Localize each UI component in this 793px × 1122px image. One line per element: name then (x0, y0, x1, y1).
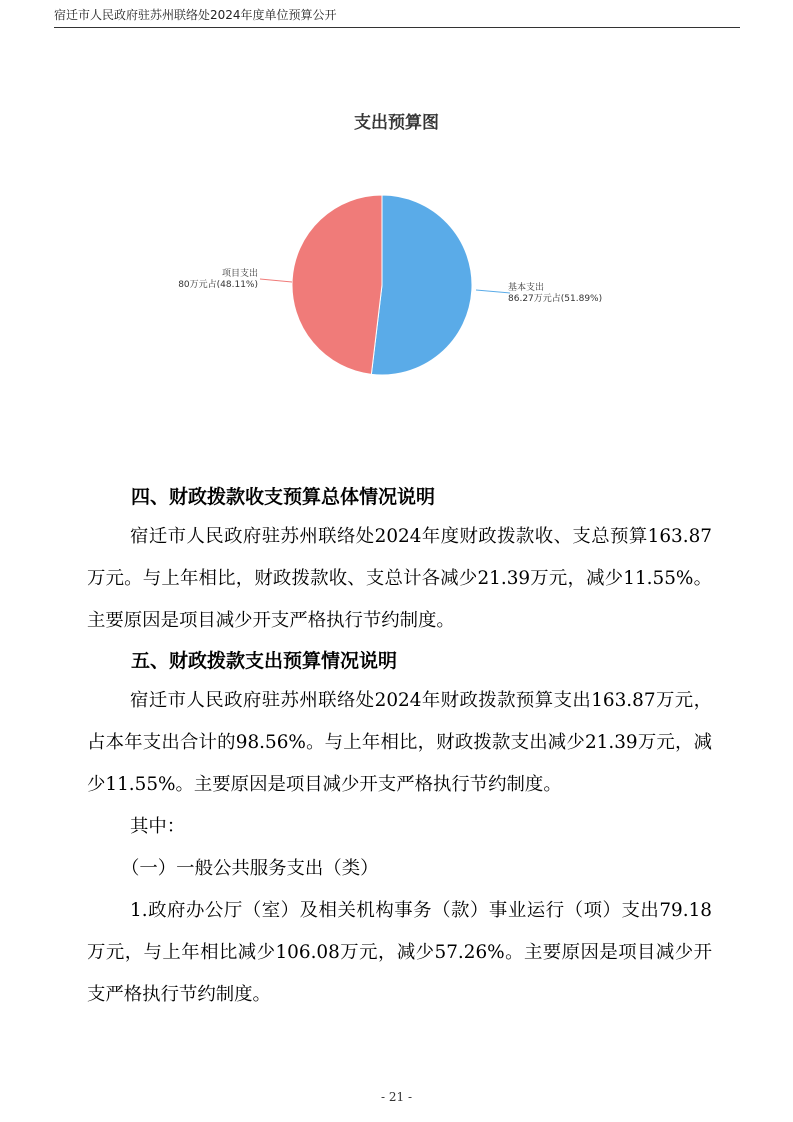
chart-title: 支出预算图 (354, 113, 439, 133)
label-leader-line (476, 290, 510, 293)
item1-paragraph: 1.政府办公厅（室）及相关机构事务（款）事业运行（项）支出79.18万元，与上年相比减少106.08万元，减少57.26%。主要原因是项目减少开支严格执行节约制度。 (87, 900, 712, 1005)
label-leader-line (260, 279, 292, 282)
page-number: - 21 - (380, 1090, 412, 1104)
category-heading: （一）一般公共服务支出（类） (121, 858, 379, 879)
section4-paragraph: 宿迁市人民政府驻苏州联络处2024年度财政拨款收、支总预算163.87万元。与上年相比，财政拨款收、支总计各减少21.39万元，减少11.55%。主要原因是项目减少开支严格执行节约制度。 (87, 526, 712, 631)
slice-name-label: 项目支出 (221, 269, 258, 279)
slice-value-label: 80万元占(48.11%) (178, 280, 258, 290)
pie-slice-basic (371, 195, 472, 375)
body-text (87, 478, 712, 1016)
among-label: 其中： (130, 816, 186, 837)
slice-name-label: 基本支出 (508, 283, 545, 293)
section5-heading: 五、财政拨款支出预算情况说明 (131, 650, 398, 672)
expenditure-budget-chart (0, 0, 793, 460)
section5-paragraph: 宿迁市人民政府驻苏州联络处2024年财政拨款预算支出163.87万元，占本年支出合计的98.56%。与上年相比，财政拨款支出减少21.39万元，减少11.55%。主要原因是项目减少开支严格执行节约制度。 (87, 690, 712, 795)
pie-slice-project (292, 195, 382, 374)
section4-heading: 四、财政拨款收支预算总体情况说明 (131, 486, 436, 508)
header-title: 宿迁市人民政府驻苏州联络处2024年度单位预算公开 (54, 8, 337, 22)
slice-value-label: 86.27万元占(51.89%) (508, 294, 603, 304)
pie-chart (0, 0, 793, 460)
